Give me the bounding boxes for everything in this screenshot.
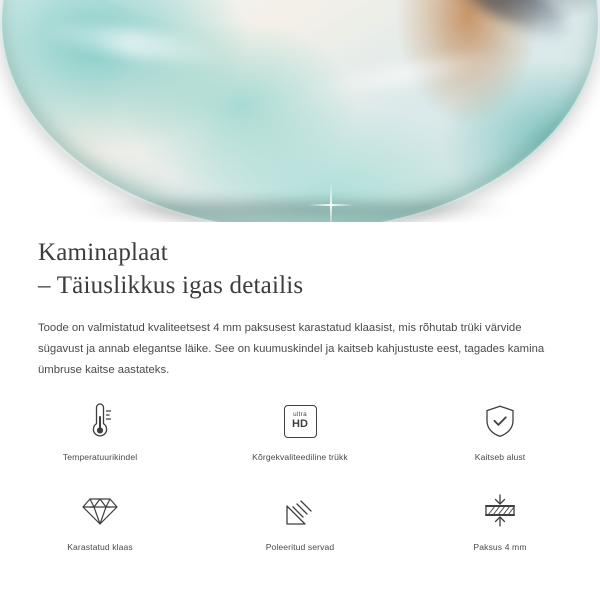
feature-item-surface-protection bbox=[400, 392, 600, 482]
feature-label: Poleeritud servad bbox=[265, 542, 335, 552]
feature-item-thickness bbox=[400, 482, 600, 572]
marble-vein bbox=[300, 46, 510, 102]
diamond-icon bbox=[81, 488, 119, 534]
thermometer-icon bbox=[83, 398, 117, 444]
marble-vein bbox=[442, 0, 576, 48]
feature-label: Karastatud klaas bbox=[67, 542, 133, 552]
page-title bbox=[0, 222, 600, 302]
feature-label: Temperatuurikindel bbox=[62, 452, 138, 462]
shield-check-icon bbox=[483, 398, 517, 444]
ultra-hd-top-text: ultra bbox=[293, 410, 307, 418]
feature-item-temperature-resistant bbox=[0, 392, 200, 482]
glass-gloss-highlight bbox=[48, 0, 468, 30]
marble-vein bbox=[35, 17, 227, 69]
ultra-hd-bottom-text: HD bbox=[292, 418, 308, 431]
title-line-2: – Täiuslikkus igas detailis bbox=[38, 272, 304, 299]
feature-list bbox=[0, 392, 600, 572]
feature-label: Kaitseb alust bbox=[474, 452, 526, 462]
product-drop-shadow bbox=[85, 196, 515, 222]
feature-item-print-quality bbox=[200, 392, 400, 482]
feature-item-polished-edges bbox=[200, 482, 400, 572]
ultra-hd-icon bbox=[284, 398, 317, 444]
thickness-icon bbox=[482, 488, 518, 534]
feature-label: Kõrgekvaliteediline trükk bbox=[252, 452, 348, 462]
text-content bbox=[0, 222, 600, 381]
polished-edges-icon bbox=[282, 488, 318, 534]
feature-item-tempered-glass bbox=[0, 482, 200, 572]
product-glass-plate bbox=[0, 0, 600, 222]
feature-label: Paksus 4 mm bbox=[473, 542, 527, 552]
hero-image bbox=[0, 0, 600, 222]
title-line-1: Kaminaplaat bbox=[38, 239, 168, 266]
product-description: Toode on valmistatud kvaliteetsest 4 mm paksusest karastatud klaasist, mis rõhutab trüki värvide sügavust ja annab elegantse läike. See on kuumuskindel ja kaitseb kahjustuste eest, tagades kamina ümbruse kaitse aastateks. bbox=[38, 322, 545, 376]
